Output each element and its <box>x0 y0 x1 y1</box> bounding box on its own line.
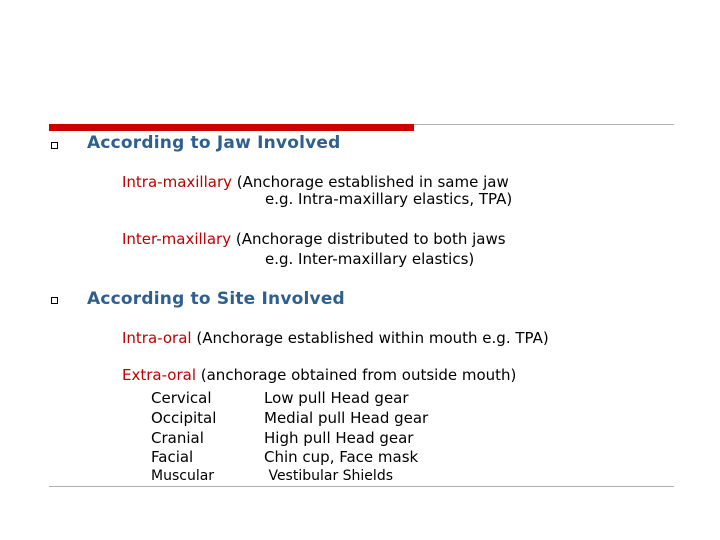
extraoral-line <box>122 367 516 384</box>
intramaxillary-line <box>122 174 509 191</box>
intramaxillary-desc: (Anchorage established in same jaw <box>232 173 509 191</box>
hollow-square-bullet-icon <box>51 142 58 149</box>
appliance-cell: Chin cup, Face mask <box>264 448 419 466</box>
intramaxillary-term: Intra-maxillary <box>122 173 233 191</box>
intermaxillary-line <box>122 231 506 248</box>
table-row <box>151 448 418 466</box>
intraoral-desc: (Anchorage established within mouth e.g. TPA) <box>191 329 549 347</box>
intermaxillary-desc: (Anchorage distributed to both jaws <box>231 230 506 248</box>
type-cell: Occipital <box>151 409 217 427</box>
appliance-cell: High pull Head gear <box>264 429 414 447</box>
appliance-cell: Medial pull Head gear <box>264 409 429 427</box>
section-heading-site: According to Site Involved <box>87 289 345 309</box>
intermaxillary-term: Inter-maxillary <box>122 230 232 248</box>
intraoral-term: Intra-oral <box>122 329 192 347</box>
type-cell: Cranial <box>151 429 204 447</box>
table-row <box>151 429 413 447</box>
title-accent-bar <box>49 124 414 131</box>
type-cell: Facial <box>151 448 194 466</box>
bottom-divider-line <box>49 486 674 487</box>
title-divider-line <box>414 124 674 125</box>
extraoral-term: Extra-oral <box>122 366 196 384</box>
intermaxillary-example: e.g. Inter-maxillary elastics) <box>265 250 475 268</box>
table-row <box>151 389 409 407</box>
appliance-cell: Low pull Head gear <box>264 389 409 407</box>
table-row <box>151 467 393 485</box>
section-heading-jaw: According to Jaw Involved <box>87 133 341 153</box>
type-cell: Muscular <box>151 468 215 484</box>
extraoral-desc: (anchorage obtained from outside mouth) <box>196 366 517 384</box>
table-row <box>151 409 428 427</box>
hollow-square-bullet-icon <box>51 297 58 304</box>
appliance-cell: Vestibular Shields <box>264 468 393 484</box>
intramaxillary-example: e.g. Intra-maxillary elastics, TPA) <box>265 190 513 208</box>
intraoral-line <box>122 330 549 347</box>
type-cell: Cervical <box>151 389 212 407</box>
